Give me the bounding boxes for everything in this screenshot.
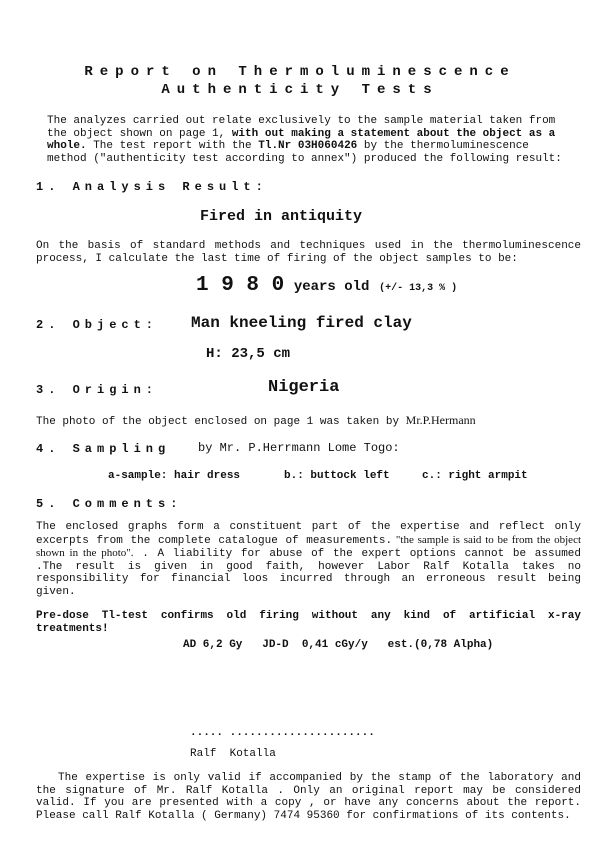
section-1-heading: 1. Analysis Result:	[36, 180, 268, 194]
test-number: Tl.Nr 03H060426	[258, 140, 358, 152]
object-height	[206, 346, 290, 362]
section-3-heading: 3. Origin:	[36, 383, 159, 397]
intro-paragraph	[47, 115, 567, 165]
footer-disclaimer: The expertise is only valid if accompanied by the stamp of the laboratory and the signature of Mr. Ralf Kotalla . Only an original report may be considered valid. If you are presented with a copy , or have any concerns about the report. Please call Ralf Kotalla ( Germany) 7474 95360 for confirmations of its contents.	[36, 772, 581, 822]
predose-statement: Pre-dose Tl-test confirms old firing without any kind of artificial x-ray treatments!	[36, 610, 581, 635]
sample-a: a-sample: hair dress	[108, 470, 241, 482]
age-error: (+/- 13,3 % )	[379, 283, 458, 294]
section-5-heading: 5. Comments:	[36, 497, 183, 511]
analysis-result: Fired in antiquity	[200, 208, 363, 225]
signature-line: ..... ......................	[190, 727, 375, 739]
comments-quote: "the sample is said to be from the object shown in the photo".	[36, 533, 582, 559]
sample-c: c.: right armpit	[422, 470, 528, 482]
intro-text-3: by the thermoluminescence method ("authenticity test according to annex") produced the following result:	[47, 140, 562, 165]
height-label: H:	[206, 346, 223, 362]
intro-bold-1: with out making a statement about the object as a whole.	[47, 127, 556, 152]
comments-text-2: . A liability for abuse of the expert options cannot be assumed .The result is given in good faith, however Labor Ralf Kotalla takes no responsibility for financial loos incurred through an erroneous result being given.	[36, 548, 582, 598]
report-title-line-2: Authenticity Tests	[161, 82, 439, 98]
section-2-heading: 2. Object:	[36, 318, 159, 332]
analysis-text: On the basis of standard methods and techniques used in the thermoluminescence process, I calculate the last time of firing of the object samples to be:	[36, 240, 581, 265]
age-number: 1 9 8 0	[196, 274, 285, 297]
sample-b: b.: buttock left	[284, 470, 390, 482]
dose-measurements: AD 6,2 Gy JD-D 0,41 cGy/y est.(0,78 Alpha)	[183, 639, 494, 651]
comments-text-1: The enclosed graphs form a constituent part of the expertise and reflect only excerpts from the complete catalogue of measurements.	[36, 521, 581, 547]
intro-text-1: The analyzes carried out relate exclusively to the sample material taken from the object shown on page 1,	[47, 115, 556, 140]
age-line	[196, 274, 457, 297]
comments-paragraph	[36, 521, 581, 598]
object-description: Man kneeling fired clay	[191, 314, 412, 332]
report-title-line-1: Report on Thermoluminescence	[84, 64, 516, 80]
sampling-by: by Mr. P.Herrmann Lome Togo:	[198, 441, 400, 455]
age-unit: years old	[293, 279, 370, 295]
origin-value: Nigeria	[268, 378, 340, 397]
intro-text-2: The test report with the	[86, 140, 259, 152]
photo-text: The photo of the object enclosed on page 1 was taken by	[36, 416, 406, 428]
section-4-heading: 4. Sampling	[36, 442, 171, 456]
signature-name: Ralf Kotalla	[190, 748, 276, 760]
photo-credit	[36, 414, 476, 429]
height-value: 23,5 cm	[231, 346, 291, 362]
photo-author: Mr.P.Hermann	[405, 413, 476, 427]
